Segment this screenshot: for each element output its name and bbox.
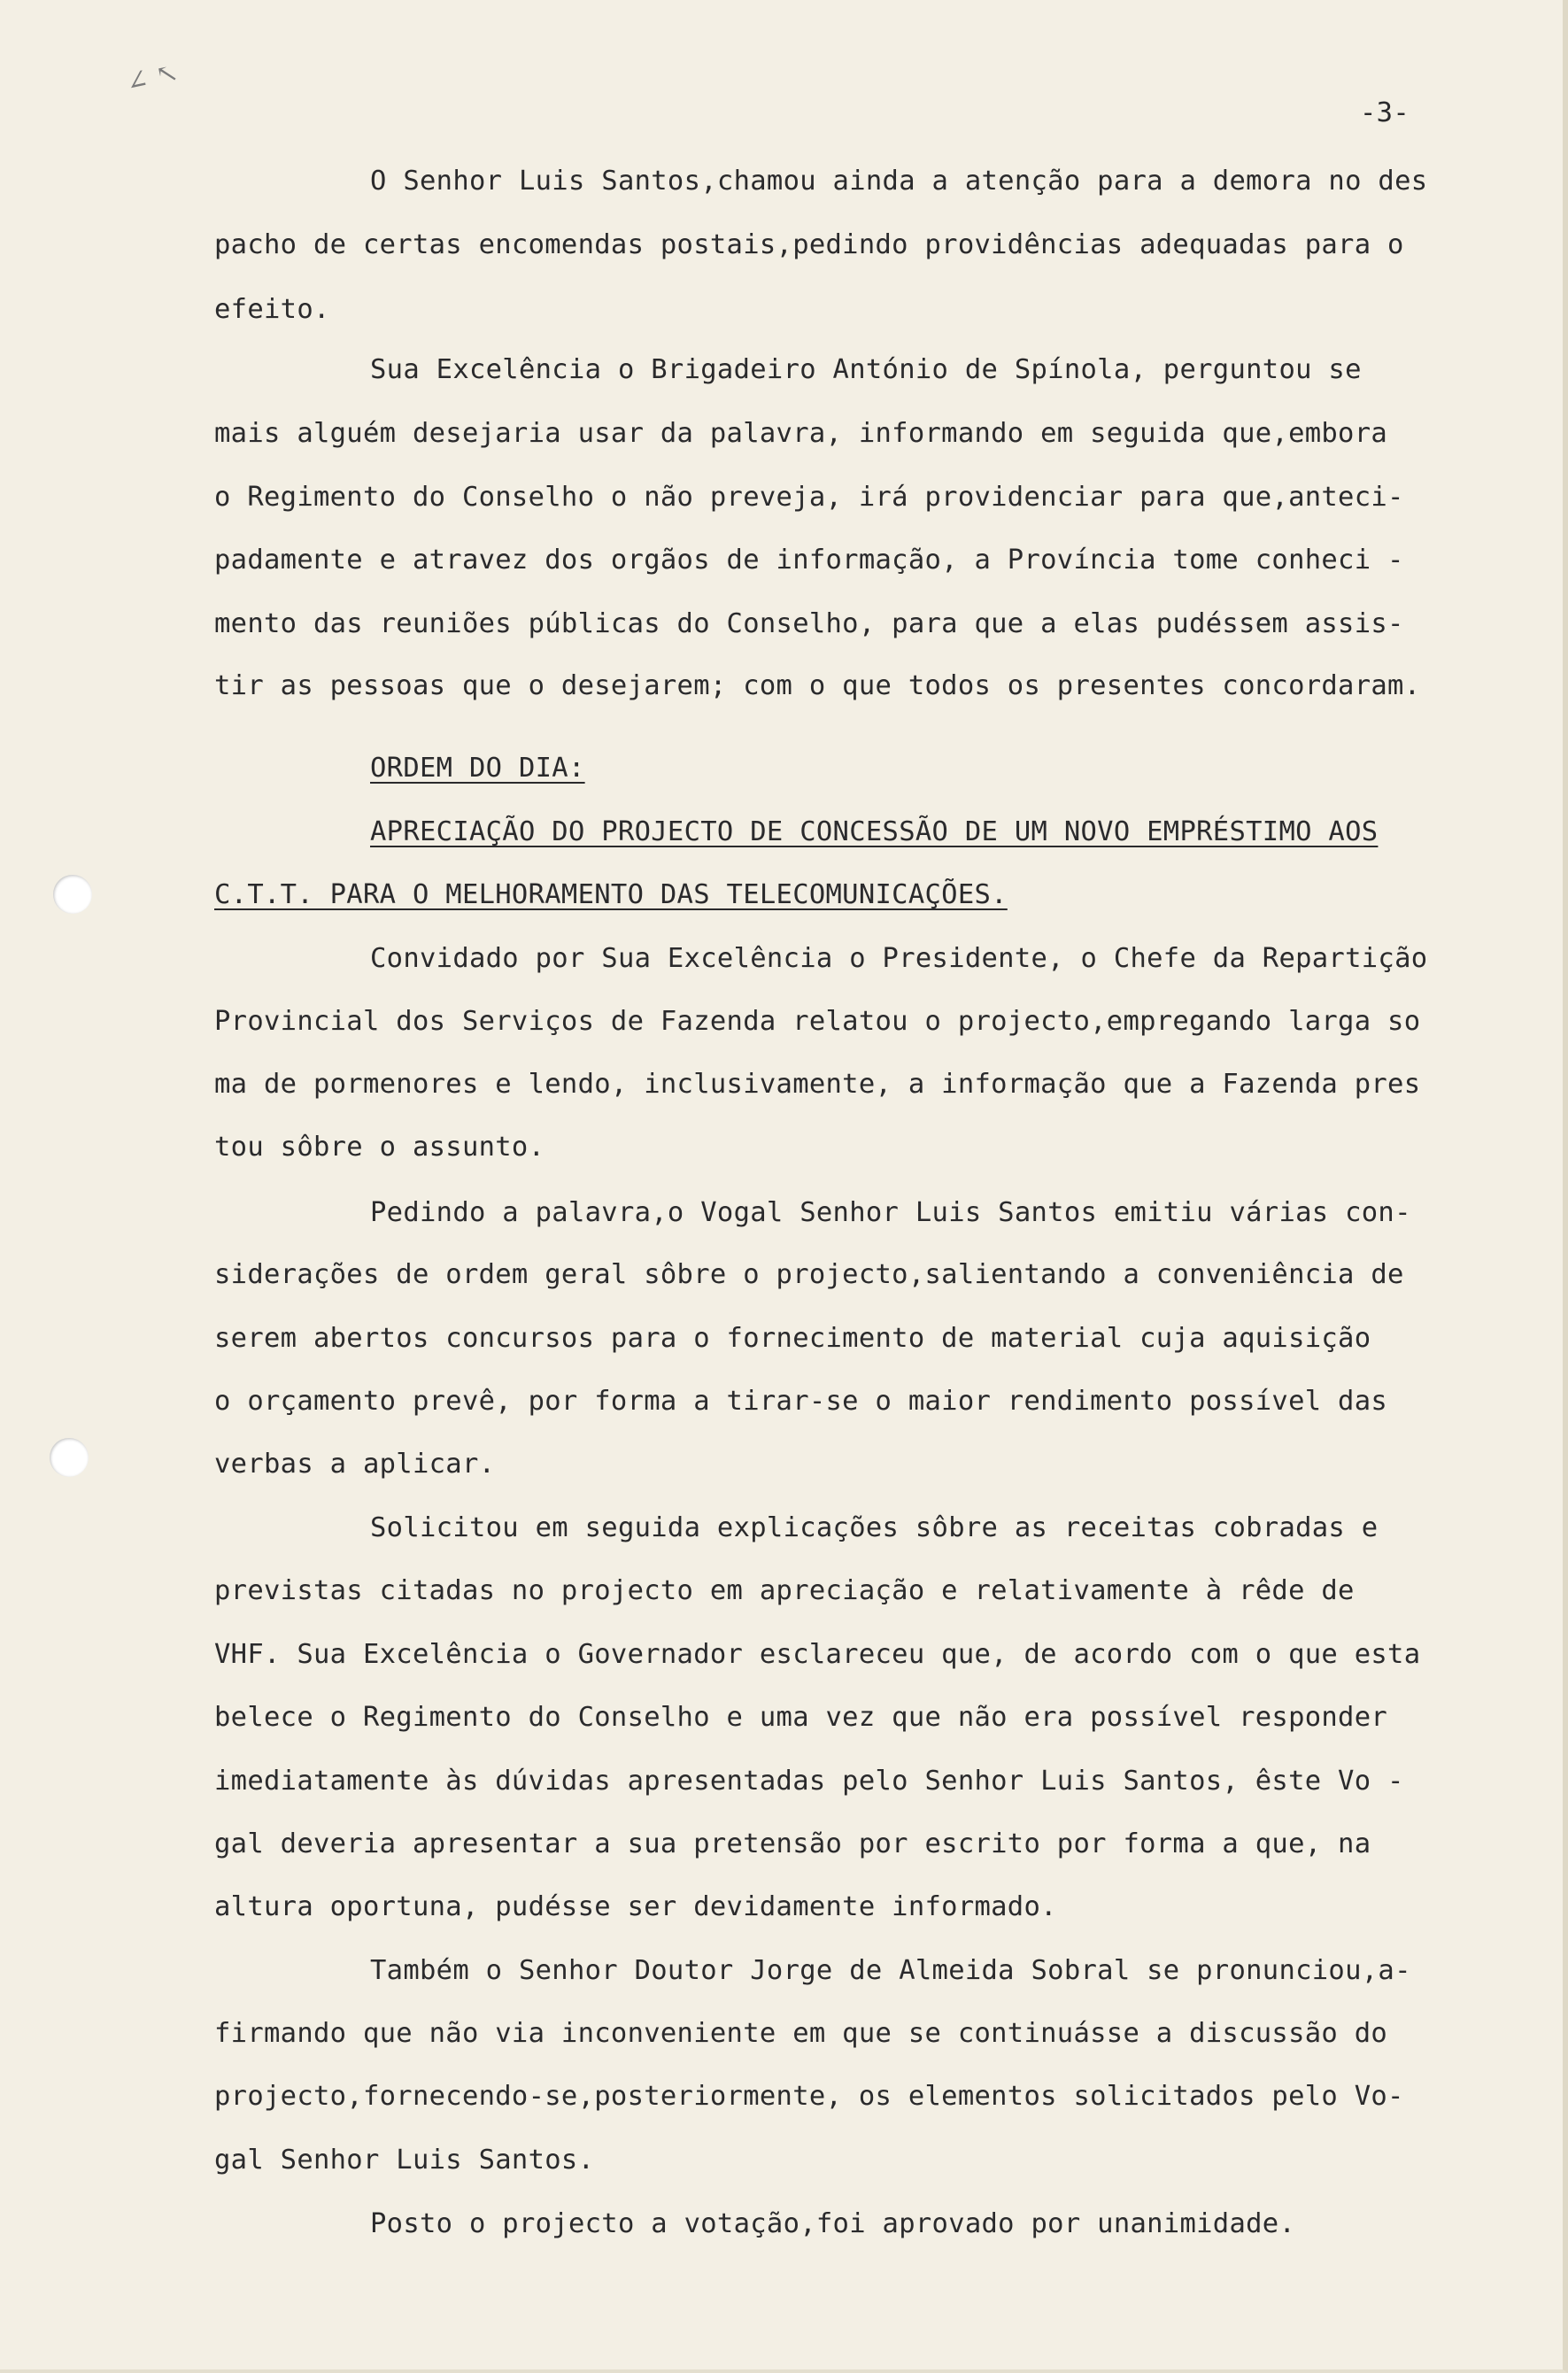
text-line: gal Senhor Luis Santos. <box>214 2145 595 2176</box>
text-line: padamente e atravez dos orgãos de informação, a Província tome conheci - <box>214 545 1404 576</box>
text-line: mento das reuniões públicas do Conselho, para que a elas pudéssem assis- <box>214 608 1404 639</box>
text-line: Solicitou em seguida explicações sôbre as receitas cobradas e <box>370 1512 1379 1543</box>
text-line: gal deveria apresentar a sua pretensão por escrito por forma a que, na <box>214 1828 1371 1859</box>
page-number: -3- <box>1360 97 1410 128</box>
text-line: efeito. <box>214 294 330 325</box>
text-line: serem abertos concursos para o fornecimento de material cuja aquisição <box>214 1323 1371 1354</box>
text-line: Pedindo a palavra,o Vogal Senhor Luis Santos emitiu várias con- <box>370 1197 1411 1228</box>
text-line: firmando que não via inconveniente em que se continuásse a discussão do <box>214 2018 1388 2049</box>
text-line: Convidado por Sua Excelência o Presidente, o Chefe da Repartição <box>370 943 1428 974</box>
text-line: altura oportuna, pudésse ser devidamente informado. <box>214 1891 1057 1922</box>
text-line: projecto,fornecendo-se,posteriormente, os elementos solicitados pelo Vo- <box>214 2081 1404 2112</box>
text-line: previstas citadas no projecto em apreciação e relativamente à rêde de <box>214 1575 1355 1606</box>
text-line: siderações de ordem geral sôbre o projecto,salientando a conveniência de <box>214 1259 1404 1290</box>
handwritten-corner-mark: ∠ ↖ <box>123 57 182 98</box>
text-line: belece o Regimento do Conselho e uma vez que não era possível responder <box>214 1702 1388 1733</box>
text-line: Sua Excelência o Brigadeiro António de Spínola, perguntou se <box>370 354 1362 385</box>
text-line: Também o Senhor Doutor Jorge de Almeida Sobral se pronunciou,a- <box>370 1955 1411 1986</box>
text-line: o orçamento prevê, por forma a tirar-se o maior rendimento possível das <box>214 1386 1388 1417</box>
text-line: O Senhor Luis Santos,chamou ainda a atenção para a demora no des <box>370 166 1428 197</box>
text-line: tir as pessoas que o desejarem; com o que todos os presentes concordaram. <box>214 670 1421 701</box>
text-line: verbas a aplicar. <box>214 1449 496 1480</box>
text-line: o Regimento do Conselho o não preveja, irá providenciar para que,anteci- <box>214 482 1404 513</box>
agenda-heading: ORDEM DO DIA: <box>370 753 585 784</box>
text-line: Posto o projecto a votação,foi aprovado por unanimidade. <box>370 2208 1296 2239</box>
text-line: mais alguém desejaria usar da palavra, informando em seguida que,embora <box>214 418 1388 449</box>
agenda-item-title: APRECIAÇÃO DO PROJECTO DE CONCESSÃO DE UM NOVO EMPRÉSTIMO AOS <box>370 816 1379 847</box>
text-line: imediatamente às dúvidas apresentadas pelo Senhor Luis Santos, êste Vo - <box>214 1766 1404 1797</box>
text-line: tou sôbre o assunto. <box>214 1132 545 1163</box>
text-line: Provincial dos Serviços de Fazenda relatou o projecto,empregando larga so <box>214 1006 1421 1037</box>
text-line: ma de pormenores e lendo, inclusivamente, a informação que a Fazenda pres <box>214 1069 1421 1100</box>
text-line: pacho de certas encomendas postais,pedindo providências adequadas para o <box>214 229 1404 260</box>
text-line: VHF. Sua Excelência o Governador esclareceu que, de acordo com o que esta <box>214 1639 1421 1670</box>
agenda-item-title: C.T.T. PARA O MELHORAMENTO DAS TELECOMUNICAÇÕES. <box>214 879 1008 910</box>
